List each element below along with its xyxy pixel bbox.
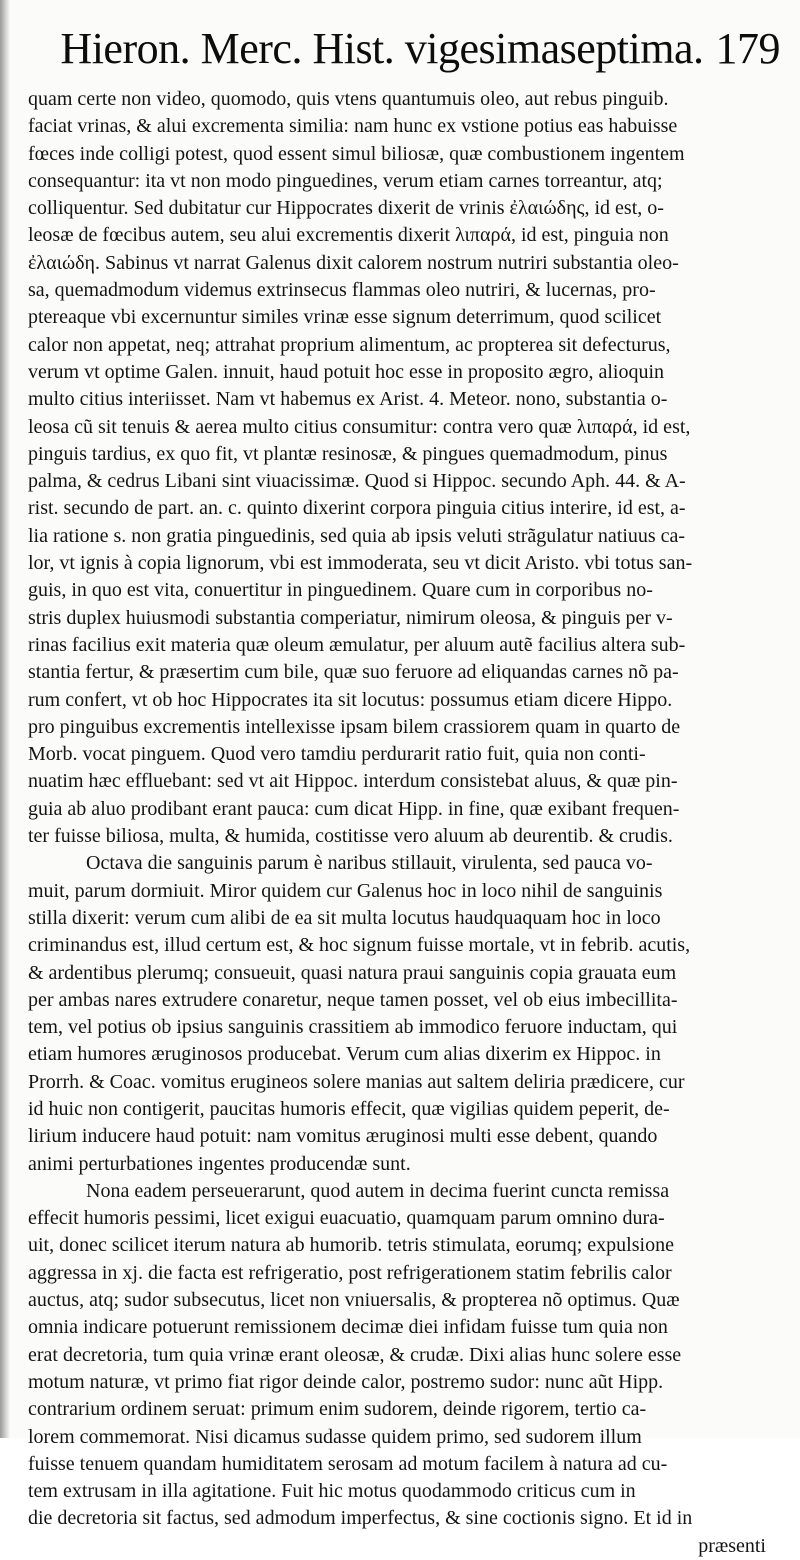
running-title: Hieron. Merc. Hist. vigesimaseptima. xyxy=(60,24,704,73)
text-line: lor, vt ignis à copia lignorum, vbi est immoderata, seu vt dicit Aristo. vbi totus san- xyxy=(28,552,693,575)
text-line: rum confert, vt ob hoc Hippocrates ita sit locutus: possumus etiam dicere Hippo. xyxy=(28,688,673,711)
text-line: criminandus est, illud certum est, & hoc signum fuisse mortale, vt in febrib. acutis, xyxy=(28,934,691,957)
text-line: leosa cũ sit tenuis & aerea multo citius consumitur: contra vero quæ λιπαρά, id est, xyxy=(28,415,691,438)
text-line: faciat vrinas, & alui excrementa similia: nam hunc ex vstione potius eas habuisse xyxy=(28,115,678,138)
text-line: effecit humoris pessimi, licet exigui euacuatio, quamquam parum omnino dura- xyxy=(28,1207,665,1230)
text-line: fuisse tenuem quandam humiditatem serosam ad motum facilem à natura ad cu- xyxy=(28,1452,668,1475)
text-line: Nona eadem perseuerarunt, quod autem in decima fuerint cuncta remissa xyxy=(86,1179,670,1202)
text-line: muit, parum dormiuit. Miror quidem cur Galenus hoc in loco nihil de sanguinis xyxy=(28,879,663,902)
text-line: pinguis tardius, ex quo fit, vt plantæ resinosæ, & pingues quemadmodum, pinus xyxy=(28,442,668,465)
text-line: per ambas nares extrudere conaretur, neque tamen posset, vel ob eius imbecillita- xyxy=(28,988,678,1011)
text-line: multo citius interiisset. Nam vt habemus ex Arist. 4. Meteor. nono, substantia o- xyxy=(28,388,668,411)
text-line: colliquentur. Sed dubitatur cur Hippocrates dixerit de vrinis ἐλαιώδης, id est, o- xyxy=(28,197,664,220)
text-line: die decretoria sit factus, sed admodum imperfectus, & sine coctionis signo. Et id in xyxy=(28,1507,693,1530)
text-line: sa, quemadmodum videmus extrinsecus flammas oleo nutriri, & lucernas, pro- xyxy=(28,279,656,302)
text-line: contrarium ordinem seruat: primum enim sudorem, deinde rigorem, tertio ca- xyxy=(28,1398,647,1421)
body-text xyxy=(28,86,766,1560)
catchword: præsenti xyxy=(698,1534,766,1557)
text-line: stilla dixerit: verum cum alibi de ea sit multa locutus haudquaquam hoc in loco xyxy=(28,906,661,929)
running-header xyxy=(0,22,780,76)
page-number: 179 xyxy=(715,24,780,73)
text-line: lirium inducere haud potuit: nam vomitus æruginosi multi esse debent, quando xyxy=(28,1125,658,1148)
text-line: Octava die sanguinis parum è naribus stillauit, virulenta, sed pauca vo- xyxy=(86,852,653,875)
text-line: ἐλαιώδη. Sabinus vt narrat Galenus dixit calorem nostrum nutriri substantia oleo- xyxy=(28,251,679,274)
text-line: & ardentibus plerumq; consueuit, quasi natura praui sanguinis copia grauata eum xyxy=(28,961,677,984)
text-line: stantia fertur, & præsertim cum bile, quæ suo feruore ad eliquandas carnes nõ pa- xyxy=(28,661,679,684)
text-line: lorem commemorat. Nisi dicamus sudasse quidem primo, sed sudorem illum xyxy=(28,1425,642,1448)
text-line: omnia indicare potuerunt remissionem decimæ diei infidam fuisse tum quia non xyxy=(28,1316,668,1339)
text-line: auctus, atq; sudor subsecutus, licet non vniuersalis, & propterea nõ optimus. Quæ xyxy=(28,1289,680,1312)
text-line: motum naturæ, vt primo fiat rigor deinde calor, postremo sudor: nunc aũt Hipp. xyxy=(28,1370,664,1393)
text-line: uit, donec scilicet iterum natura ab humorib. tetris stimulata, eorumq; expulsione xyxy=(28,1234,674,1257)
text-line: id huic non contigerit, paucitas humoris effecit, quæ vigilias quidem peperit, de- xyxy=(28,1097,670,1120)
text-line: rist. secundo de part. an. c. quinto dixerint corpora pinguia citius interire, id est, a- xyxy=(28,497,686,520)
text-line: guis, in quo est vita, conuertitur in pinguedinem. Quare cum in corporibus no- xyxy=(28,579,653,602)
text-line: calor non appetat, neq; attrahat proprium alimentum, ac propterea sit defecturus, xyxy=(28,333,671,356)
text-line: quam certe non video, quomodo, quis vtens quantumuis oleo, aut rebus pinguib. xyxy=(28,88,669,110)
text-line: verum vt optime Galen. innuit, haud potuit hoc esse in proposito ægro, alioquin xyxy=(28,360,665,383)
text-line: ptereaque vbi excernuntur similes vrinæ esse signum deterrimum, quod scilicet xyxy=(28,306,662,329)
text-line: lia ratione s. non gratia pinguedinis, sed quia ab ipsis veluti strãgulatur natiuus ca- xyxy=(28,524,686,547)
text-line: palma, & cedrus Libani sint viuacissimæ. Quod si Hippoc. secundo Aph. 44. & A- xyxy=(28,470,686,493)
text-line: aggressa in xj. die facta est refrigeratio, post refrigerationem statim febrilis calor xyxy=(28,1261,672,1284)
text-line: pro pinguibus excrementis intellexisse ipsam bilem crassiorem quam in quarto de xyxy=(28,715,681,738)
text-line: ter fuisse biliosa, multa, & humida, costitisse vero aluum ab deurentib. & crudis. xyxy=(28,825,673,848)
text-line: rinas facilius exit materia quæ oleum æmulatur, per aluum autẽ facilius altera sub- xyxy=(28,633,686,656)
text-line: etiam humores æruginosos producebat. Verum cum alias dixerim ex Hippoc. in xyxy=(28,1043,661,1066)
text-line: erat decretoria, tum quia vrinæ erant oleosæ, & crudæ. Dixi alias hunc solere esse xyxy=(28,1343,682,1366)
text-line: tem extrusam in illa agitatione. Fuit hic motus quodammodo criticus cum in xyxy=(28,1480,636,1503)
text-line: nuatim hæc effluebant: sed vt ait Hippoc. interdum consistebat aluus, & quæ pin- xyxy=(28,770,678,793)
text-line: Prorrh. & Coac. vomitus erugineos solere manias aut saltem deliria prædicere, cur xyxy=(28,1070,685,1093)
text-line: fœces inde colligi potest, quod essent simul biliosæ, quæ combustionem ingentem xyxy=(28,142,685,165)
text-line: animi perturbationes ingentes producendæ sunt. xyxy=(28,1152,411,1175)
text-line: tem, vel potius ob ipsius sanguinis crassitiem ab immodico feruore inductam, qui xyxy=(28,1016,678,1039)
text-line: leosæ de fœcibus autem, seu alui excrementis dixerit λιπαρά, id est, pinguia non xyxy=(28,224,669,247)
text-line: stris duplex huiusmodi substantia comperiatur, nimirum oleosa, & pinguis per v- xyxy=(28,606,673,629)
text-line: Morb. vocat pinguem. Quod vero tamdiu perdurarit ratio fuit, quia non conti- xyxy=(28,743,646,766)
text-line: consequantur: ita vt non modo pinguedines, verum etiam carnes torreantur, atq; xyxy=(28,169,663,192)
text-line: guia ab aluo prodibant erant pauca: cum dicat Hipp. in fine, quæ exibant frequen- xyxy=(28,797,680,820)
page-edge-shadow xyxy=(0,0,10,1438)
